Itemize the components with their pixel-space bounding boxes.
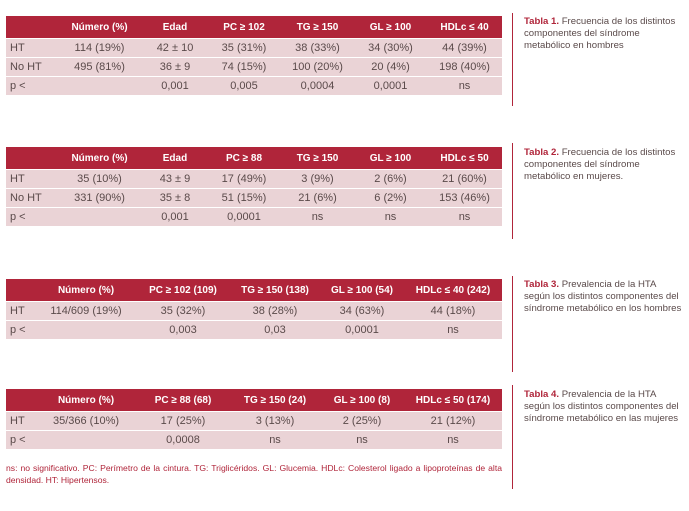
table-row xyxy=(6,58,502,77)
table-cell: 35/366 (10%) xyxy=(36,412,136,431)
caption-title: Tabla 4. xyxy=(524,389,560,400)
header-cell: TG ≥ 150 (138) xyxy=(230,279,320,302)
table-cell: 153 (46%) xyxy=(427,189,502,208)
caption-text: Prevalencia de la HTA según los distintos componentes del síndrome metabólico en los hombres xyxy=(524,279,682,314)
table-cell: 35 (31%) xyxy=(207,39,281,58)
table-cell: 0,0001 xyxy=(354,77,427,96)
table-cell: 38 (33%) xyxy=(281,39,354,58)
row-label: HT xyxy=(6,39,56,58)
row-label: p < xyxy=(6,321,36,340)
table-cell: ns xyxy=(404,431,502,450)
header-cell: Número (%) xyxy=(36,389,136,412)
table-cell: 38 (28%) xyxy=(230,302,320,321)
table-cell xyxy=(36,321,136,340)
table-row xyxy=(6,321,502,340)
table-cell: 21 (60%) xyxy=(427,170,502,189)
table-header-row xyxy=(6,16,502,39)
table-cell: 35 (32%) xyxy=(136,302,230,321)
table-cell: 34 (63%) xyxy=(320,302,404,321)
table-cell: 0,0001 xyxy=(320,321,404,340)
caption-text: Frecuencia de los distintos componentes del síndrome metabólico en mujeres. xyxy=(524,147,676,182)
table-cell: ns xyxy=(320,431,404,450)
table-cell: 100 (20%) xyxy=(281,58,354,77)
header-cell xyxy=(6,16,56,39)
header-cell: TG ≥ 150 (24) xyxy=(230,389,320,412)
row-label: HT xyxy=(6,412,36,431)
table-cell: 44 (39%) xyxy=(427,39,502,58)
table-cell: 198 (40%) xyxy=(427,58,502,77)
header-cell: HDLc ≤ 50 (174) xyxy=(404,389,502,412)
table-cell: 0,001 xyxy=(143,77,207,96)
row-label: HT xyxy=(6,170,56,189)
header-cell: Número (%) xyxy=(36,279,136,302)
table-row xyxy=(6,39,502,58)
caption-text: Frecuencia de los distintos componentes del síndrome metabólico en hombres xyxy=(524,16,676,51)
table-cell: 21 (12%) xyxy=(404,412,502,431)
row-label: p < xyxy=(6,208,56,227)
row-label: No HT xyxy=(6,58,56,77)
header-cell: Número (%) xyxy=(56,147,143,170)
header-cell: GL ≥ 100 xyxy=(354,147,427,170)
table-header-row xyxy=(6,389,502,412)
table-cell: ns xyxy=(230,431,320,450)
header-cell xyxy=(6,389,36,412)
table-2-caption xyxy=(524,147,682,183)
table-4 xyxy=(6,389,502,449)
table-3 xyxy=(6,279,502,339)
table-cell: 0,003 xyxy=(136,321,230,340)
table-cell: 3 (9%) xyxy=(281,170,354,189)
caption-divider xyxy=(512,143,513,239)
header-cell: TG ≥ 150 xyxy=(281,147,354,170)
table-cell: 2 (25%) xyxy=(320,412,404,431)
table-cell: 0,0001 xyxy=(207,208,281,227)
table-cell: ns xyxy=(404,321,502,340)
row-label: HT xyxy=(6,302,36,321)
header-cell: Edad xyxy=(143,147,207,170)
header-cell: HDLc ≤ 40 xyxy=(427,16,502,39)
row-label: p < xyxy=(6,431,36,450)
table-header-row xyxy=(6,279,502,302)
table-header-row xyxy=(6,147,502,170)
header-cell: TG ≥ 150 xyxy=(281,16,354,39)
table-cell: ns xyxy=(427,77,502,96)
table-cell xyxy=(36,431,136,450)
caption-divider xyxy=(512,13,513,106)
header-cell: GL ≥ 100 xyxy=(354,16,427,39)
caption-title: Tabla 1. xyxy=(524,16,560,27)
table-cell: 0,001 xyxy=(143,208,207,227)
table-row xyxy=(6,77,502,96)
table-1-caption xyxy=(524,16,682,52)
table-cell: 36 ± 9 xyxy=(143,58,207,77)
table-4-caption xyxy=(524,389,682,425)
table-cell: 0,0004 xyxy=(281,77,354,96)
header-cell: PC ≥ 102 (109) xyxy=(136,279,230,302)
table-cell: ns xyxy=(281,208,354,227)
caption-divider xyxy=(512,276,513,372)
caption-text: Prevalencia de la HTA según los distintos componentes del síndrome metabólico en las mujeres xyxy=(524,389,679,424)
table-cell: ns xyxy=(427,208,502,227)
table-cell: 35 (10%) xyxy=(56,170,143,189)
table-cell: 0,005 xyxy=(207,77,281,96)
table-1 xyxy=(6,16,502,95)
table-cell: 17 (25%) xyxy=(136,412,230,431)
table-cell: 114/609 (19%) xyxy=(36,302,136,321)
row-label: No HT xyxy=(6,189,56,208)
table-cell: 51 (15%) xyxy=(207,189,281,208)
table-cell: 43 ± 9 xyxy=(143,170,207,189)
table-cell: 331 (90%) xyxy=(56,189,143,208)
table-cell: 17 (49%) xyxy=(207,170,281,189)
table-cell: 2 (6%) xyxy=(354,170,427,189)
table-cell: 6 (2%) xyxy=(354,189,427,208)
header-cell: PC ≥ 102 xyxy=(207,16,281,39)
row-label: p < xyxy=(6,77,56,96)
table-row xyxy=(6,412,502,431)
table-cell: 3 (13%) xyxy=(230,412,320,431)
table-cell: 34 (30%) xyxy=(354,39,427,58)
table-cell xyxy=(56,208,143,227)
table-cell: 42 ± 10 xyxy=(143,39,207,58)
table-cell: 74 (15%) xyxy=(207,58,281,77)
header-cell: HDLc ≤ 40 (242) xyxy=(404,279,502,302)
table-cell: 35 ± 8 xyxy=(143,189,207,208)
table-cell: 495 (81%) xyxy=(56,58,143,77)
header-cell: GL ≥ 100 (8) xyxy=(320,389,404,412)
table-row xyxy=(6,170,502,189)
caption-title: Tabla 3. xyxy=(524,279,560,290)
table-row xyxy=(6,208,502,227)
table-row xyxy=(6,431,502,450)
header-cell: Número (%) xyxy=(56,16,143,39)
table-cell: 21 (6%) xyxy=(281,189,354,208)
table-cell: 0,0008 xyxy=(136,431,230,450)
table-cell: 114 (19%) xyxy=(56,39,143,58)
table-cell: 44 (18%) xyxy=(404,302,502,321)
header-cell: PC ≥ 88 (68) xyxy=(136,389,230,412)
header-cell: HDLc ≤ 50 xyxy=(427,147,502,170)
table-cell: 0,03 xyxy=(230,321,320,340)
table-3-caption xyxy=(524,279,682,315)
table-row xyxy=(6,189,502,208)
table-cell: 20 (4%) xyxy=(354,58,427,77)
header-cell: PC ≥ 88 xyxy=(207,147,281,170)
header-cell: Edad xyxy=(143,16,207,39)
caption-divider xyxy=(512,385,513,489)
table-row xyxy=(6,302,502,321)
table-2 xyxy=(6,147,502,226)
caption-title: Tabla 2. xyxy=(524,147,560,158)
header-cell: GL ≥ 100 (54) xyxy=(320,279,404,302)
header-cell xyxy=(6,279,36,302)
footnote: ns: no significativo. PC: Perímetro de la cintura. TG: Triglicéridos. GL: Glucemia. HDLc: Colesterol ligado a lipoproteínas de alta densidad. HT: Hipertensos. xyxy=(6,463,502,485)
table-cell xyxy=(56,77,143,96)
header-cell xyxy=(6,147,56,170)
table-cell: ns xyxy=(354,208,427,227)
